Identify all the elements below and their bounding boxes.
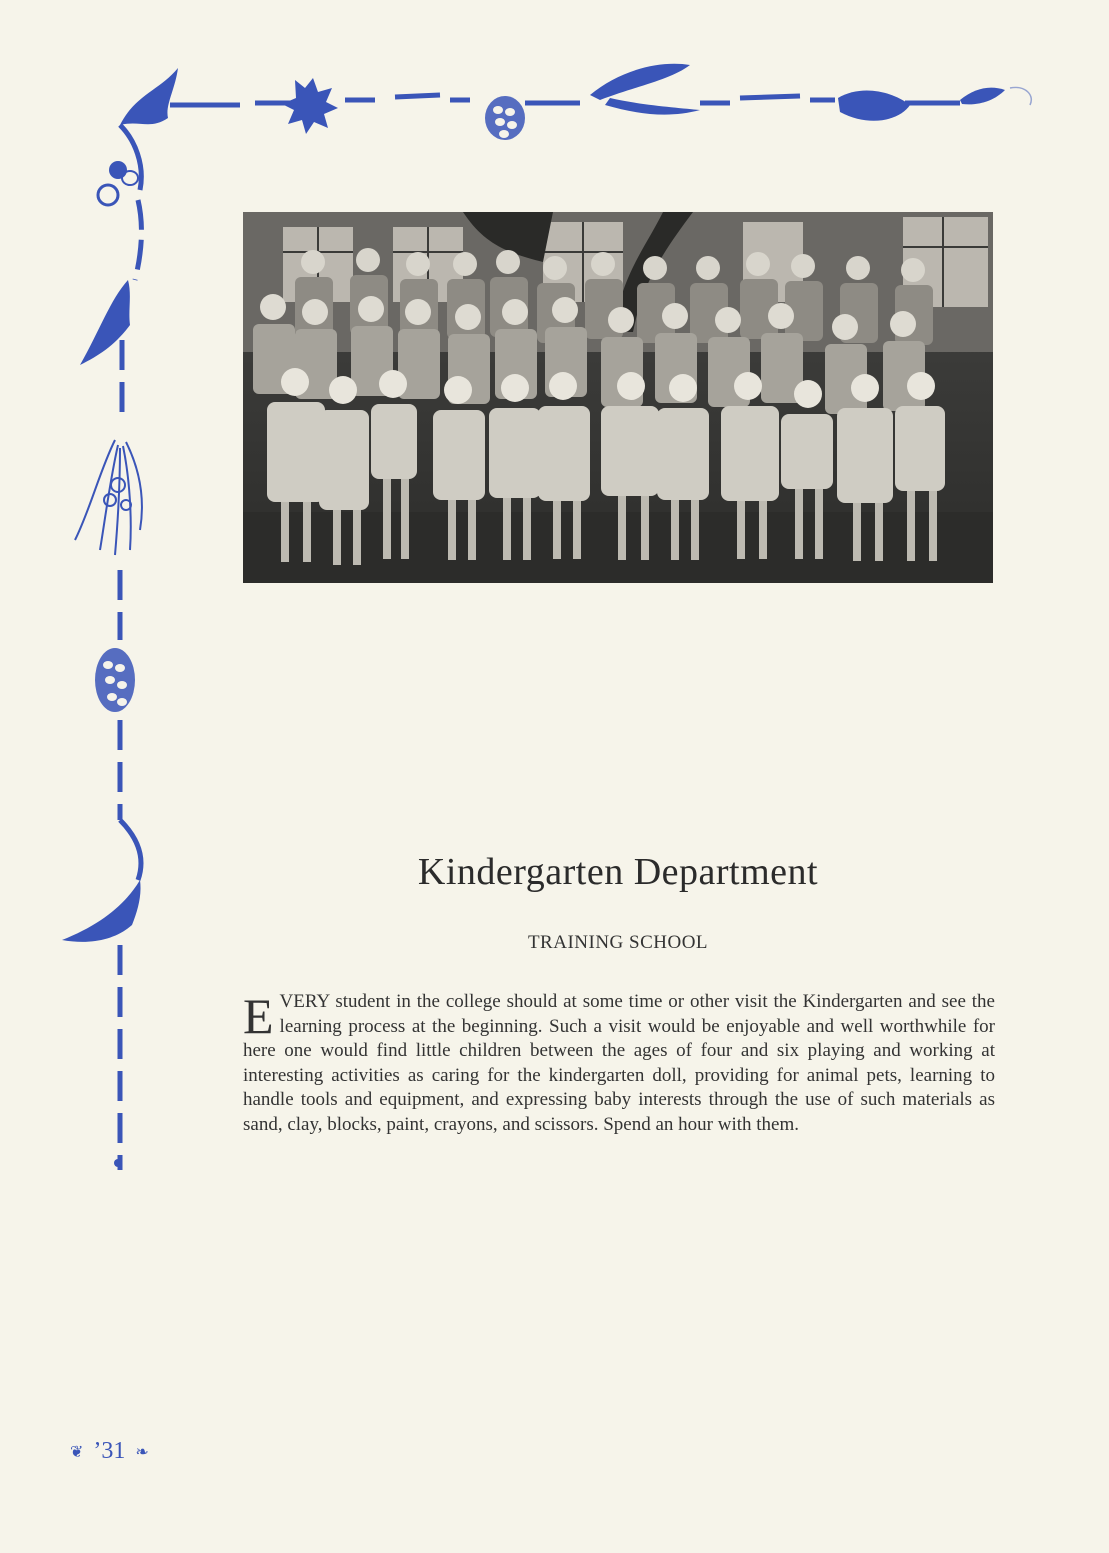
body-paragraph <box>243 990 995 1137</box>
drop-cap: E <box>243 988 274 1044</box>
leaf-ornament-left-icon: ❦ <box>70 1443 84 1461</box>
page-subtitle: TRAINING SCHOOL <box>527 932 709 953</box>
footer-year: ’31 <box>93 1438 126 1464</box>
body-text: VERY student in the college should at some time or other visit the Kindergarten and see the learning process at the beginning. Such a visit would be enjoyable and well worthwhile for here one would find little children between the ages of four and six playing and working at interesting activities as caring for the kindergarten doll, providing for animal pets, learning to handle tools and equipment, and expressing baby interests through the use of such materials as sand, clay, blocks, paint, crayons, and scissors. Spend an hour with them. <box>243 991 995 1135</box>
page-title: Kindergarten Department <box>417 851 819 893</box>
leaf-ornament-right-icon: ❧ <box>135 1443 149 1461</box>
class-photo <box>243 212 993 583</box>
kindergarten-class-photo-image <box>243 212 993 583</box>
page-footer <box>70 1438 149 1465</box>
